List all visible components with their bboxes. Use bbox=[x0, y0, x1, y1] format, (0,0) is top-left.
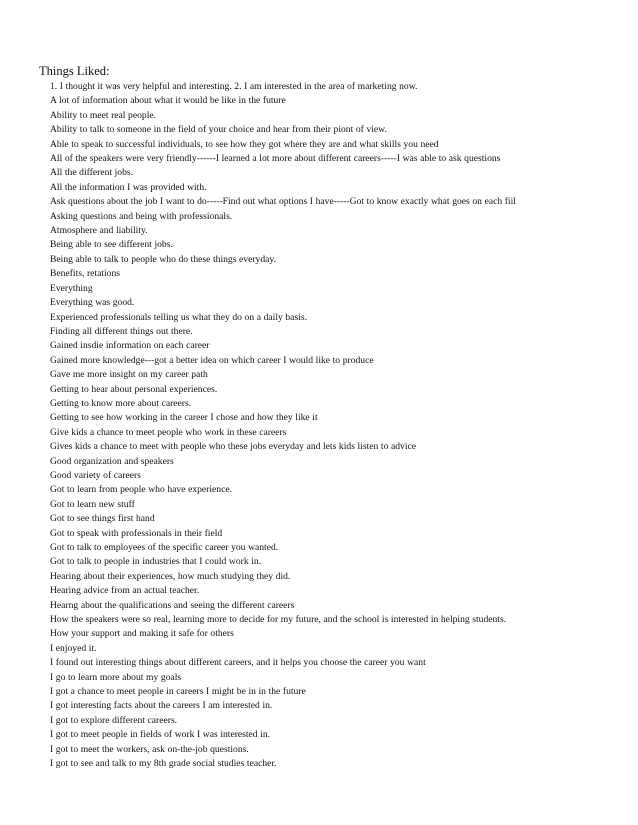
list-item: Everything bbox=[50, 282, 93, 294]
list-item: How your support and making it safe for others bbox=[50, 628, 234, 640]
list-item: Ability to meet real people. bbox=[50, 109, 157, 121]
list-item: How the speakers were so real, learning more to decide for my future, and the school is interested in helping students. bbox=[50, 614, 507, 626]
list-item: I enjoyed it. bbox=[50, 642, 97, 654]
list-item: I got to meet the workers, ask on-the-job questions. bbox=[50, 743, 249, 755]
list-item: Got to see things first hand bbox=[50, 513, 155, 525]
list-item: Benefits, retations bbox=[50, 268, 121, 280]
list-item: Good organization and speakers bbox=[50, 455, 174, 467]
list-item: Finding all different things out there. bbox=[50, 325, 193, 337]
list-item: Got to learn new stuff bbox=[50, 498, 135, 510]
list-item: I go to learn more about my goals bbox=[50, 671, 182, 683]
list-item: All the different jobs. bbox=[50, 167, 134, 179]
list-item: A lot of information about what it would be like in the future bbox=[50, 95, 286, 107]
list-item: Getting to know more about careers. bbox=[50, 397, 192, 409]
list-item: All the information I was provided with. bbox=[50, 181, 207, 193]
list-item: Ability to talk to someone in the field of your choice and hear from their piont of view. bbox=[50, 124, 387, 136]
list-item: I got a chance to meet people in careers I might be in in the future bbox=[50, 686, 306, 698]
list-item: Being able to see different jobs. bbox=[50, 239, 173, 251]
list-item: Experienced professionals telling us what they do on a daily basis. bbox=[50, 311, 307, 323]
list-item: Being able to talk to people who do these things everyday. bbox=[50, 253, 276, 265]
list-item: I got to meet people in fields of work I was interested in. bbox=[50, 729, 271, 741]
list-item: 1. I thought it was very helpful and interesting. 2. I am interested in the area of marketing now. bbox=[50, 81, 418, 92]
list-item: Got to talk to people in industries that I could work in. bbox=[50, 556, 262, 568]
list-item: Hearing advice from an actual teacher. bbox=[50, 585, 200, 597]
list-item: Got to speak with professionals in their field bbox=[50, 527, 223, 539]
list-item: Atmosphere and liability. bbox=[50, 225, 148, 237]
list-item: Ask questions about the job I want to do-----Find out what options I have-----Got to know exactly what goes on each fiil bbox=[50, 196, 516, 208]
list-item: Getting to hear about personal experiences. bbox=[50, 383, 218, 395]
list-item: I found out interesting things about different careers, and it helps you choose the career you want bbox=[50, 657, 426, 669]
list-item: Gained more knowledge---got a better idea on which career I would like to produce bbox=[50, 354, 374, 366]
list-item: Able to speak to successful individuals, to see how they got where they are and what skills you need bbox=[50, 138, 439, 150]
section-heading: Things Liked: bbox=[39, 64, 110, 78]
list-item: Hearing about their experiences, how much studying they did. bbox=[50, 570, 291, 582]
list-item: Got to learn from people who have experience. bbox=[50, 484, 233, 496]
list-item: All of the speakers were very friendly------I learned a lot more about different careers-----I was able to ask questions bbox=[50, 153, 501, 165]
list-item: I got interesting facts about the careers I am interested in. bbox=[50, 700, 273, 712]
list-item: Got to talk to employees of the specific career you wanted. bbox=[50, 542, 279, 553]
list-item: Good variety of careers bbox=[50, 469, 141, 481]
comments-list bbox=[50, 80, 550, 772]
list-item: Everything was good. bbox=[50, 297, 135, 309]
list-item: Gained insdie information on each career bbox=[50, 340, 210, 352]
list-item: Getting to see how working in the career I chose and how they like it bbox=[50, 412, 318, 424]
list-item: I got to see and talk to my 8th grade social studies teacher. bbox=[50, 758, 277, 770]
list-item: Hearng about the qualifications and seeing the different careers bbox=[50, 599, 295, 611]
list-item: Gave me more insight on my career path bbox=[50, 369, 208, 381]
list-item: Give kids a chance to meet people who work in these careers bbox=[50, 426, 287, 438]
list-item: Gives kids a chance to meet with people who these jobs everyday and lets kids listen to advice bbox=[50, 441, 416, 453]
list-item: Asking questions and being with professionals. bbox=[50, 210, 233, 222]
list-item: I got to explore different careers. bbox=[50, 714, 178, 726]
